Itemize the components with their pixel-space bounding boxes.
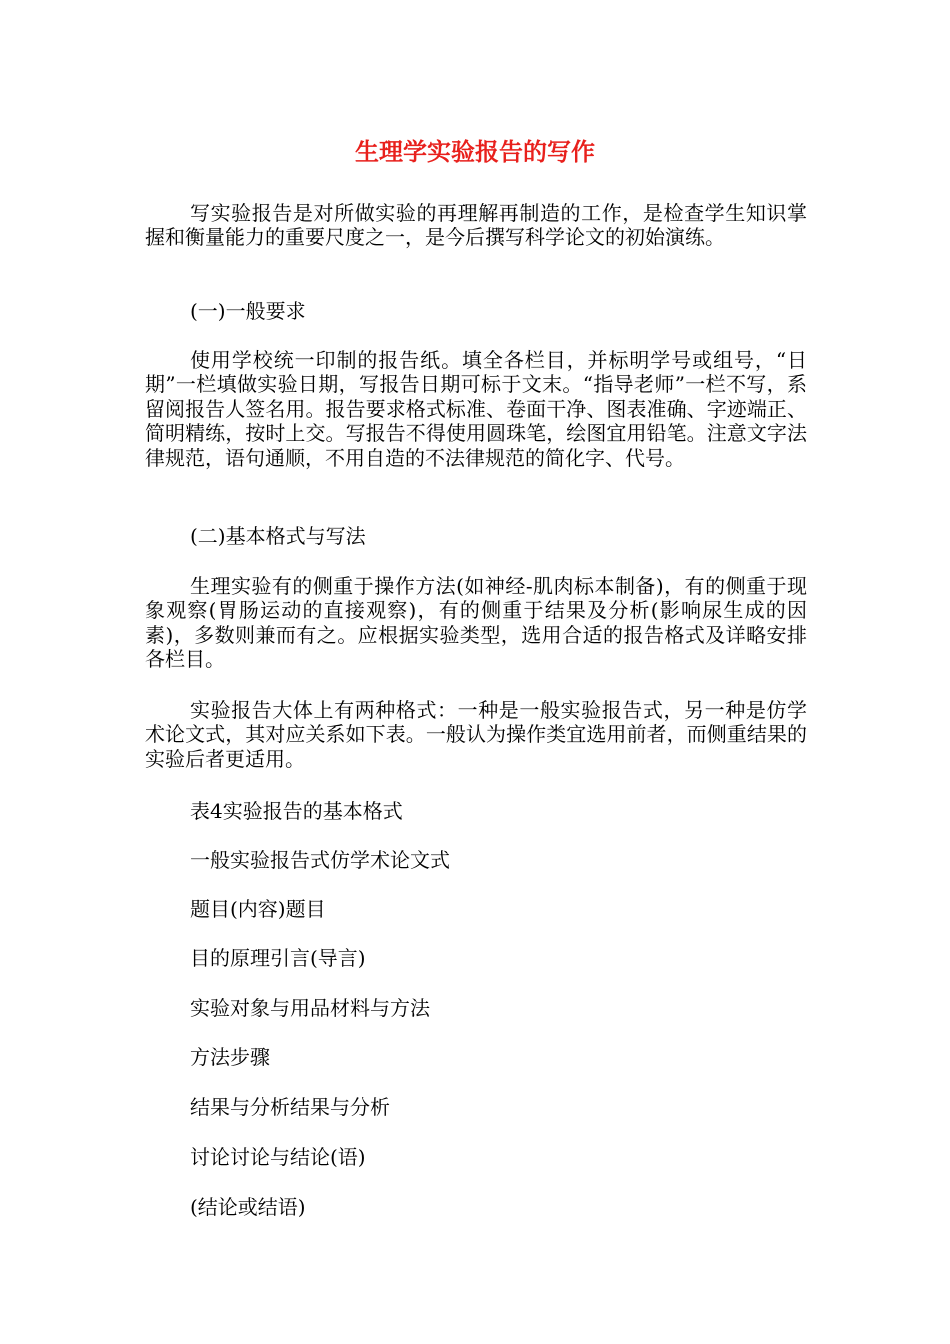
section-heading-general-requirements: (一)一般要求 xyxy=(190,299,306,323)
document-title: 生理学实验报告的写作 xyxy=(355,138,595,166)
paragraph-report-formats: 实验报告大体上有两种格式：一种是一般实验报告式，另一种是仿学术论文式，其对应关系如下表。一般认为操作类宜选用前者，而侧重结果的实验后者更适用。 xyxy=(145,698,807,771)
table-row-materials: 实验对象与用品材料与方法 xyxy=(190,996,430,1020)
table-caption: 表4实验报告的基本格式 xyxy=(190,799,403,823)
table-row-conclusion: (结论或结语) xyxy=(190,1195,306,1219)
section-heading-basic-format: (二)基本格式与写法 xyxy=(190,524,366,548)
table-row-title: 题目(内容)题目 xyxy=(190,897,326,921)
table-row-results: 结果与分析结果与分析 xyxy=(190,1095,390,1119)
paragraph-intro: 写实验报告是对所做实验的再理解再制造的工作，是检查学生知识掌握和衡量能力的重要尺度之一，是今后撰写科学论文的初始演练。 xyxy=(145,201,807,250)
paragraph-experiment-types: 生理实验有的侧重于操作方法(如神经-肌肉标本制备)，有的侧重于现象观察(胃肠运动的直接观察)，有的侧重于结果及分析(影响尿生成的因素)，多数则兼而有之。应根据实验类型，选用合适的报告格式及详略安排各栏目。 xyxy=(145,574,807,672)
table-row-methods: 方法步骤 xyxy=(190,1045,270,1069)
table-row-header: 一般实验报告式仿学术论文式 xyxy=(190,848,450,872)
paragraph-general-requirements: 使用学校统一印制的报告纸。填全各栏目，并标明学号或组号，“日期”一栏填做实验日期，写报告日期可标于文末。“指导老师”一栏不写，系留阅报告人签名用。报告要求格式标准、卷面干净、图表准确、字迹端正、简明精练，按时上交。写报告不得使用圆珠笔，绘图宜用铅笔。注意文字法律规范，语句通顺，不用自造的不法律规范的简化字、代号。 xyxy=(145,348,807,470)
table-row-discussion: 讨论讨论与结论(语) xyxy=(190,1145,366,1169)
table-row-purpose: 目的原理引言(导言) xyxy=(190,946,366,970)
